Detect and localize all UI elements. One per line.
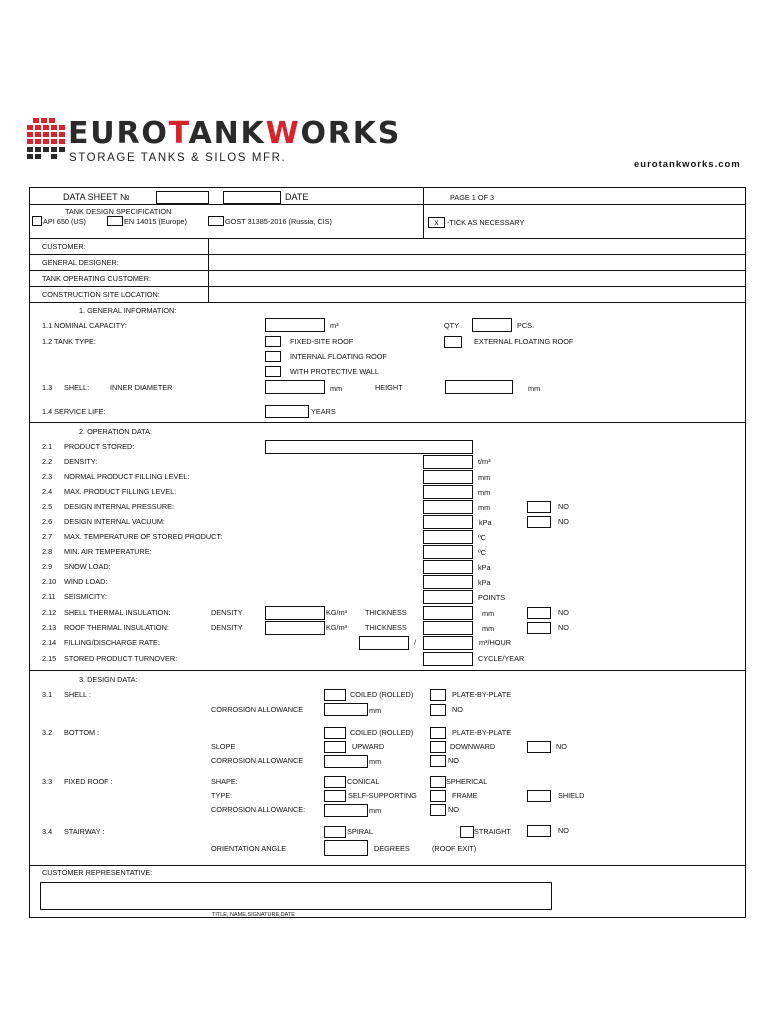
qty-input[interactable] xyxy=(472,318,512,332)
tank-type-label: 1.2 TANK TYPE: xyxy=(42,337,96,346)
divider xyxy=(29,422,746,423)
design-num: 3.1 xyxy=(42,690,53,699)
type-label: TYPE: xyxy=(211,791,233,800)
qty-label: QTY xyxy=(444,321,459,330)
tank-operating-customer-label: TANK OPERATING CUSTOMER: xyxy=(42,274,152,283)
design-roof-label: FIXED ROOF : xyxy=(64,777,113,786)
mm-unit: mm xyxy=(330,384,343,393)
divider xyxy=(423,187,424,238)
gost-label: GOST 31385-2016 (Russia, CIS) xyxy=(225,217,332,226)
density-sublabel: DENSITY xyxy=(211,608,243,617)
internal-pressure-label: DESIGN INTERNAL PRESSURE: xyxy=(64,502,175,511)
pcs-unit: PCS. xyxy=(517,321,535,330)
coiled-label: COILED (ROLLED) xyxy=(350,728,414,737)
kpa-unit: kPa xyxy=(478,563,491,572)
op-num: 2.3 xyxy=(42,472,53,481)
discharge-rate-input[interactable] xyxy=(423,636,473,650)
no-label: NO xyxy=(558,502,569,511)
external-floating-label: EXTERNAL FLOATING ROOF xyxy=(474,337,574,346)
no-label: NO xyxy=(558,826,569,835)
op-num: 2.6 xyxy=(42,517,53,526)
mm-unit: mm xyxy=(482,609,495,618)
internal-floating-checkbox[interactable] xyxy=(265,351,281,362)
roof-conical-checkbox[interactable] xyxy=(324,776,346,788)
self-supporting-label: SELF-SUPPORTING xyxy=(348,791,417,800)
customer-representative-label: CUSTOMER REPRESENTATIVE: xyxy=(42,868,153,877)
design-bottom-label: BOTTOM : xyxy=(64,728,100,737)
no-label: NO xyxy=(452,705,463,714)
mm-unit: mm xyxy=(478,473,491,482)
protective-wall-label: WITH PROTECTIVE WALL xyxy=(290,367,379,376)
logo-grid-icon xyxy=(27,118,65,160)
divider xyxy=(29,270,746,271)
straight-label: STRAIGHT xyxy=(474,827,511,836)
roof-shield-checkbox[interactable] xyxy=(527,790,551,802)
max-filling-label: MAX. PRODUCT FILLING LEVEL: xyxy=(64,487,177,496)
design-heading: 3. DESIGN DATA: xyxy=(79,675,138,684)
roof-insulation-density-input[interactable] xyxy=(265,621,325,635)
tick-note: -TICK AS NECESSARY xyxy=(447,218,525,227)
plate-label: PLATE-BY-PLATE xyxy=(452,690,512,699)
op-num: 2.13 xyxy=(42,623,57,632)
mm-unit: mm xyxy=(369,757,382,766)
mm-unit: mm xyxy=(482,624,495,633)
max-filling-input[interactable] xyxy=(423,485,473,499)
shell-corrosion-no-checkbox[interactable] xyxy=(430,704,446,716)
corrosion-allowance-label: CORROSION ALLOWANCE: xyxy=(211,805,306,814)
bottom-coiled-checkbox[interactable] xyxy=(324,727,346,739)
design-shell-label: SHELL : xyxy=(64,690,91,699)
customer-label: CUSTOMER: xyxy=(42,242,86,251)
no-label: NO xyxy=(558,517,569,526)
date-label: DATE xyxy=(285,192,309,202)
shell-label: SHELL: xyxy=(64,383,90,392)
density-unit: t/m³ xyxy=(478,457,491,466)
api650-checkbox[interactable] xyxy=(32,216,42,226)
mm-unit: mm xyxy=(528,384,541,393)
spherical-label: SPHERICAL xyxy=(446,777,488,786)
turnover-label: STORED PRODUCT TURNOVER: xyxy=(64,654,178,663)
slope-no-checkbox[interactable] xyxy=(527,741,551,753)
general-heading: 1. GENERAL INFORMATION: xyxy=(79,306,177,315)
op-num: 2.5 xyxy=(42,502,53,511)
external-floating-checkbox[interactable] xyxy=(444,336,462,348)
snow-load-label: SNOW LOAD: xyxy=(64,562,111,571)
date-input[interactable] xyxy=(223,191,281,204)
corrosion-allowance-label: CORROSION ALLOWANCE xyxy=(211,756,304,765)
no-label: NO xyxy=(558,623,569,632)
min-air-temperature-input[interactable] xyxy=(423,545,473,559)
brand-tagline: STORAGE TANKS & SILOS MFR. xyxy=(69,152,287,164)
normal-filling-input[interactable] xyxy=(423,470,473,484)
snow-load-input[interactable] xyxy=(423,560,473,574)
divider xyxy=(29,865,746,866)
height-label: HEIGHT xyxy=(375,383,403,392)
product-stored-label: PRODUCT STORED: xyxy=(64,442,135,451)
mm-unit: mm xyxy=(478,488,491,497)
no-label: NO xyxy=(448,756,459,765)
max-temperature-label: MAX. TEMPERATURE OF STORED PRODUCT: xyxy=(64,532,223,541)
orientation-angle-label: ORIENTATION ANGLE xyxy=(211,844,287,853)
frame-label: FRAME xyxy=(452,791,478,800)
bottom-corrosion-no-checkbox[interactable] xyxy=(430,755,446,767)
op-num: 2.2 xyxy=(42,457,53,466)
degrees-unit: DEGREES xyxy=(374,844,410,853)
coiled-label: COILED (ROLLED) xyxy=(350,690,414,699)
roof-frame-checkbox[interactable] xyxy=(430,790,446,802)
no-label: NO xyxy=(558,608,569,617)
design-num: 3.3 xyxy=(42,777,53,786)
years-unit: YEARS xyxy=(311,407,336,416)
thickness-sublabel: THICKNESS xyxy=(365,608,407,617)
op-num: 2.7 xyxy=(42,532,53,541)
density-input[interactable] xyxy=(423,455,473,469)
downward-label: DOWNWARD xyxy=(450,742,496,751)
op-num: 2.1 xyxy=(42,442,53,451)
seismicity-label: SEISMICITY: xyxy=(64,592,107,601)
nominal-capacity-input[interactable] xyxy=(265,318,325,332)
no-label: NO xyxy=(448,805,459,814)
operation-heading: 2. OPERATION DATA: xyxy=(79,427,152,436)
divider xyxy=(29,238,746,239)
slope-label: SLOPE xyxy=(211,742,236,751)
orientation-angle-input[interactable] xyxy=(324,840,368,856)
roof-insulation-thickness-input[interactable] xyxy=(423,621,473,635)
celsius-unit: ºC xyxy=(478,533,486,542)
cycle-year-unit: CYCLE/YEAR xyxy=(478,654,525,663)
kgm3-unit: KG/m³ xyxy=(326,623,348,632)
max-temperature-input[interactable] xyxy=(423,530,473,544)
op-num: 2.8 xyxy=(42,547,53,556)
product-stored-input[interactable] xyxy=(265,440,473,454)
design-num: 3.4 xyxy=(42,827,53,836)
op-num: 2.9 xyxy=(42,562,53,571)
shield-label: SHIELD xyxy=(558,791,585,800)
plate-label: PLATE-BY-PLATE xyxy=(452,728,512,737)
design-num: 3.2 xyxy=(42,728,53,737)
spec-label: TANK DESIGN SPECIFICATION xyxy=(65,207,172,216)
wind-load-input[interactable] xyxy=(423,575,473,589)
nominal-capacity-label: 1.1 NOMINAL CAPACITY: xyxy=(42,321,127,330)
mm-unit: mm xyxy=(478,503,491,512)
tick-example-checkbox: x xyxy=(428,217,445,228)
slash-separator: / xyxy=(414,638,417,647)
en14015-label: EN 14015 (Europe) xyxy=(124,217,187,226)
thickness-sublabel: THICKNESS xyxy=(365,623,407,632)
service-life-label: 1.4 SERVICE LIFE: xyxy=(42,407,106,416)
kpa-unit: kPa xyxy=(479,518,492,527)
internal-vacuum-no-checkbox[interactable] xyxy=(527,516,551,528)
wind-load-label: WIND LOAD: xyxy=(64,577,108,586)
service-life-input[interactable] xyxy=(265,405,309,418)
construction-site-label: CONSTRUCTION SITE LOCATION: xyxy=(42,290,160,299)
celsius-unit: ºC xyxy=(478,548,486,557)
height-input[interactable] xyxy=(445,380,513,394)
conical-label: CONICAL xyxy=(347,777,380,786)
api650-label: API 650 (US) xyxy=(43,217,86,226)
seismicity-input[interactable] xyxy=(423,590,473,604)
brand-logo-text: EUROTANKWORKS xyxy=(68,116,402,151)
internal-vacuum-input[interactable] xyxy=(423,515,473,529)
no-label: NO xyxy=(556,742,567,751)
website-link[interactable]: eurotankworks.com xyxy=(634,159,741,170)
stair-no-checkbox[interactable] xyxy=(527,825,551,837)
internal-pressure-input[interactable] xyxy=(423,500,473,514)
density-sublabel: DENSITY xyxy=(211,623,243,632)
bottom-plate-checkbox[interactable] xyxy=(430,727,446,739)
divider xyxy=(29,254,746,255)
filling-rate-label: FILLING/DISCHARGE RATE: xyxy=(64,638,160,647)
op-num: 2.11 xyxy=(42,592,56,601)
shape-label: SHAPE: xyxy=(211,777,238,786)
m3-unit: m³ xyxy=(330,321,339,330)
signature-input[interactable] xyxy=(40,882,552,910)
data-sheet-number-input[interactable] xyxy=(156,191,209,204)
filling-rate-input[interactable] xyxy=(359,636,409,650)
shell-corrosion-input[interactable] xyxy=(324,703,368,716)
data-sheet-label: DATA SHEET № xyxy=(63,192,130,202)
divider xyxy=(29,302,746,303)
m3-hour-unit: m³/HOUR xyxy=(479,638,512,647)
mm-unit: mm xyxy=(369,806,382,815)
shell-plate-checkbox[interactable] xyxy=(430,689,446,701)
kpa-unit: kPa xyxy=(478,578,491,587)
slope-upward-checkbox[interactable] xyxy=(324,741,346,753)
shell-insulation-thickness-input[interactable] xyxy=(423,606,473,620)
page-label: PAGE 1 OF 3 xyxy=(450,193,495,202)
roof-insulation-no-checkbox[interactable] xyxy=(527,622,551,634)
gost-checkbox[interactable] xyxy=(208,216,224,226)
spiral-label: SPIRAL xyxy=(347,827,373,836)
protective-wall-checkbox[interactable] xyxy=(265,366,281,377)
op-num: 2.15 xyxy=(42,654,57,663)
op-num: 2.10 xyxy=(42,577,57,586)
turnover-input[interactable] xyxy=(423,652,473,666)
shell-insulation-density-input[interactable] xyxy=(265,606,325,620)
general-designer-label: GENERAL DESIGNER: xyxy=(42,258,119,267)
divider xyxy=(29,204,746,205)
density-label: DENSITY: xyxy=(64,457,98,466)
kgm3-unit: KG/m³ xyxy=(326,608,348,617)
shell-insulation-label: SHELL THERMAL INSULATION: xyxy=(64,608,171,617)
shell-coiled-checkbox[interactable] xyxy=(324,689,346,701)
en14015-checkbox[interactable] xyxy=(107,216,123,226)
slope-downward-checkbox[interactable] xyxy=(430,741,446,753)
mm-unit: mm xyxy=(369,706,382,715)
roof-insulation-label: ROOF THERMAL INSULATION: xyxy=(64,623,169,632)
internal-pressure-no-checkbox[interactable] xyxy=(527,501,551,513)
design-stairway-label: STAIRWAY : xyxy=(64,827,105,836)
roof-corrosion-no-checkbox[interactable] xyxy=(430,804,446,816)
stair-spiral-checkbox[interactable] xyxy=(324,826,346,838)
shell-number: 1.3 xyxy=(42,383,53,392)
roof-spherical-checkbox[interactable] xyxy=(430,776,446,788)
internal-floating-label: INTERNAL FLOATING ROOF xyxy=(290,352,387,361)
points-unit: POINTS xyxy=(478,593,506,602)
signature-caption: TITLE, NAME,SIGNATURE,DATE xyxy=(212,912,295,918)
op-num: 2.4 xyxy=(42,487,53,496)
normal-filling-label: NORMAL PRODUCT FILLING LEVEL: xyxy=(64,472,190,481)
inner-diameter-label: INNER DIAMETER xyxy=(110,383,173,392)
roof-self-supporting-checkbox[interactable] xyxy=(324,790,346,802)
op-num: 2.12 xyxy=(42,608,57,617)
op-num: 2.14 xyxy=(42,638,57,647)
shell-insulation-no-checkbox[interactable] xyxy=(527,607,551,619)
corrosion-allowance-label: CORROSION ALLOWANCE xyxy=(211,705,304,714)
fixed-roof-checkbox[interactable] xyxy=(265,336,281,347)
roof-exit-label: (ROOF EXIT) xyxy=(432,844,477,853)
divider xyxy=(29,286,746,287)
divider xyxy=(29,670,746,671)
inner-diameter-input[interactable] xyxy=(265,380,325,394)
bottom-corrosion-input[interactable] xyxy=(324,755,368,768)
stair-straight-checkbox[interactable] xyxy=(460,826,474,838)
min-air-temperature-label: MIN. AIR TEMPERATURE: xyxy=(64,547,152,556)
internal-vacuum-label: DESIGN INTERNAL VACUUM: xyxy=(64,517,165,526)
roof-corrosion-input[interactable] xyxy=(324,804,368,817)
fixed-roof-label: FIXED-SITE ROOF xyxy=(290,337,354,346)
upward-label: UPWARD xyxy=(352,742,385,751)
